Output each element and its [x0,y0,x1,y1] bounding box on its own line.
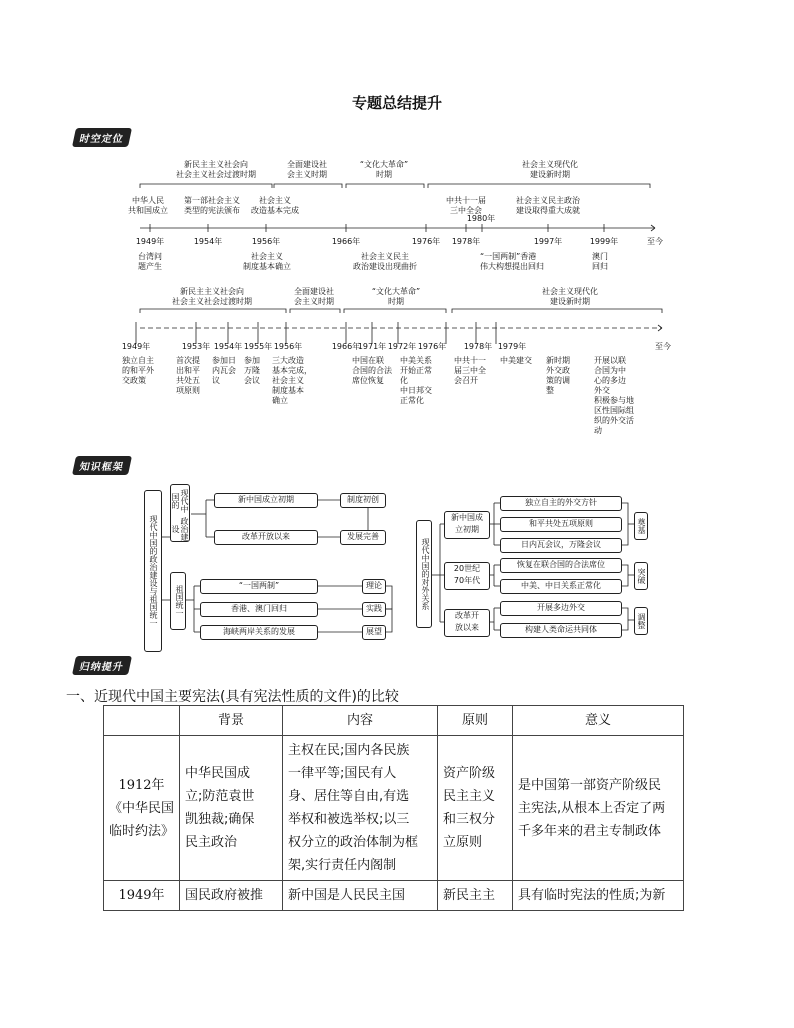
tl1-event-macau: 澳门 回归 [592,252,608,271]
fw-left-result: 实践 [362,602,386,617]
tl1-period-3: “文化大革命” 时期 [359,160,409,179]
tl2-year: 1976年 [417,342,447,351]
tl2-year: 1954年 [213,342,243,351]
table-cell: 国民政府被推 [180,881,283,911]
table-row [104,736,684,881]
tl2-event: 中共十一 届三中全 会召开 [454,356,486,385]
fw-left-item: “一国两制” [200,579,318,594]
tl2-event: 独立自主 的和平外 交政策 [122,356,154,385]
tl1-period-4: 社会主义现代化 建设新时期 [522,160,578,179]
tl2-period-3: “文化大革命” 时期 [371,287,421,306]
tl2-event: 中美关系 开始正常 化 中日邦交 正常化 [400,356,432,405]
tl1-event-democracy: 社会主义民主政治 建设取得重大成就 [516,196,580,215]
fw-left-item: 改革开放以来 [214,530,318,545]
fw-right-item: 恢复在联合国的合法席位 [500,558,622,573]
tl2-year: 1972年 [387,342,417,351]
tl2-year: 1971年 [357,342,387,351]
page-title: 专题总结提升 [351,94,442,112]
tl1-year: 1956年 [251,237,281,246]
fw-left-result: 制度初创 [340,493,386,508]
fw-right-item: 构建人类命运共同体 [500,623,622,638]
fw-right-tag: 突破 [634,562,648,590]
tl1-year: 1976年 [411,237,441,246]
fw-right-stage: 新中国成 立初期 [444,511,490,539]
tl1-year: 1954年 [193,237,223,246]
table-cell: 新民主主 [438,881,513,911]
tl1-year: 1997年 [533,237,563,246]
fw-right-stage: 20世纪 70年代 [444,562,490,590]
table-header: 意义 [513,706,684,736]
tl2-event: 首次提 出和平 共处五 项原则 [176,356,200,395]
fw-left-root: 现代中国的政治建设与祖国统一 [144,490,162,652]
fw-right-tag: 奠基 [634,512,648,540]
table-header-row [104,706,684,736]
fw-left-group-unify: 祖国统一 [170,572,186,630]
tl2-period-4: 社会主义现代化 建设新时期 [542,287,598,306]
fw-left-group-politics-a: 政治建设 [171,516,189,541]
table-header: 原则 [438,706,513,736]
table-cell: 具有临时宪法的性质;为新 [513,881,684,911]
tl1-period-1: 新民主主义社会向 社会主义社会过渡时期 [176,160,256,179]
tl1-period-2: 全面建设社 会主义时期 [287,160,327,179]
section-heading: 一、近现代中国主要宪法(具有宪法性质的文件)的比较 [66,689,399,705]
tl1-event-plenum: 中共十一届 三中全会 [446,196,486,215]
table-cell: 1949年 [104,881,180,911]
tl2-year: 1949年 [121,342,151,351]
tl1-event-reform: 社会主义 改造基本完成 [251,196,299,215]
constitution-table [103,705,684,911]
fw-left-result: 发展完善 [340,530,386,545]
tl2-year: 1956年 [273,342,303,351]
table-cell: 资产阶级 民主主义 和三权分 立原则 [438,736,513,881]
table-cell: 中华民国成 立;防范袁世 凯独裁;确保 民主政治 [180,736,283,881]
tl1-year: 1978年 [451,237,481,246]
table-row [104,881,684,911]
tl2-period-1: 新民主主义社会向 社会主义社会过渡时期 [172,287,252,306]
tl1-event-taiwan: 台湾问 题产生 [138,252,162,271]
fw-left-item: 海峡两岸关系的发展 [200,625,318,640]
tl1-year: 1999年 [589,237,619,246]
tl2-event: 新时期 外交政 策的调 整 [546,356,570,395]
tl1-year: 1966年 [331,237,361,246]
table-header: 内容 [283,706,438,736]
tl2-period-2: 全面建设社 会主义时期 [294,287,334,306]
tl2-event: 中美建交 [500,356,532,365]
badge-framework: 知识框架 [72,456,132,475]
tl1-year: 至今 [647,237,663,246]
table-cell: 主权在民;国内各民族 一律平等;国民有人 身、居住等自由,有选 举权和被选举权;以三 权分立的政治体制为框 架,实行责任内阁制 [283,736,438,881]
fw-left-item: 新中国成立初期 [214,493,318,508]
table-header [104,706,180,736]
fw-left-item: 香港、澳门回归 [200,602,318,617]
fw-right-item: 和平共处五项原则 [500,517,622,532]
fw-right-item: 中美、中日关系正常化 [500,579,622,594]
fw-left-result: 理论 [362,579,386,594]
fw-left-result: 展望 [362,625,386,640]
tl2-year: 1966年 [331,342,361,351]
fw-left-group-politics [170,484,190,542]
fw-right-item: 开展多边外交 [500,601,622,616]
tl1-year: 1949年 [135,237,165,246]
badge-summary: 归纳提升 [72,656,132,675]
tl2-year: 1953年 [181,342,211,351]
tl2-event: 开展以联 合国为中 心的多边 外交 积极参与地 区性国际组 织的外交活 动 [594,356,634,435]
tl1-event-prc: 中华人民 共和国成立 [128,196,168,215]
tl2-year: 1955年 [243,342,273,351]
tl1-year-1980: 1980年 [466,214,496,223]
fw-right-stage: 改革开 放以来 [444,609,490,637]
tl2-event: 中国在联 合国的合法 席位恢复 [352,356,392,385]
table-cell: 新中国是人民民主国 [283,881,438,911]
tl2-event: 三大改造 基本完成， 社会主义 制度基本 确立 [272,356,312,405]
tl2-year: 1978年 [463,342,493,351]
tl2-year: 1979年 [497,342,527,351]
tl1-event-setback: 社会主义民主 政治建设出现曲折 [353,252,417,271]
tl2-event: 参加日 内瓦会 议 [212,356,236,385]
fw-right-tag: 调整 [634,607,648,635]
table-header: 背景 [180,706,283,736]
tl1-event-system: 社会主义 制度基本确立 [243,252,291,271]
tl1-event-hk: “一国两制”香港 伟大构想提出回归 [480,252,544,271]
fw-right-root: 现代中国的对外关系 [416,520,432,628]
tl2-event: 参加 万隆 会议 [244,356,260,385]
tl1-event-constitution: 第一部社会主义 类型的宪法颁布 [184,196,240,215]
fw-right-item: 日内瓦会议，万隆会议 [500,538,622,553]
fw-right-item: 独立自主的外交方针 [500,496,622,511]
fw-left-group-politics-b: 现代中国的 [171,488,189,513]
table-cell: 1912年 《中华民国 临时约法》 [104,736,180,881]
badge-timeline: 时空定位 [72,128,132,147]
tl2-year: 至今 [655,342,671,351]
table-cell: 是中国第一部资产阶级民 主宪法,从根本上否定了两 千多年来的君主专制政体 [513,736,684,881]
